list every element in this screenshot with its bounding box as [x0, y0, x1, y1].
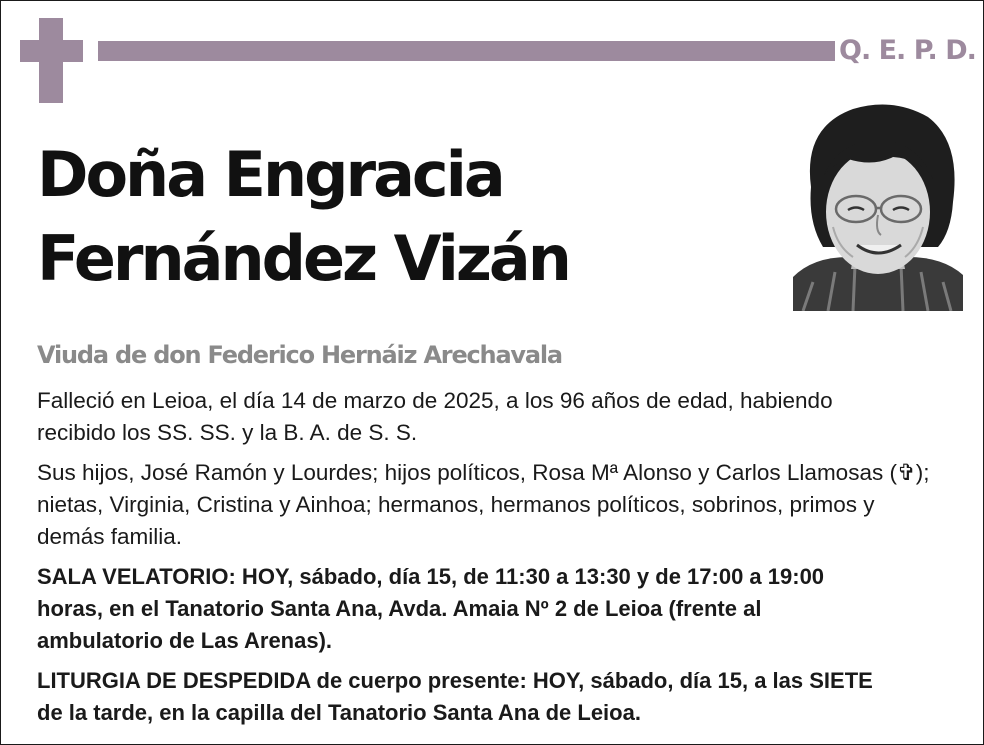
- paragraph-line: Falleció en Leioa, el día 14 de marzo de 2025, a los 96 años de edad, habiendo: [37, 388, 833, 413]
- name-line-1: Doña Engracia: [37, 138, 503, 211]
- qepd-label: Q. E. P. D.: [839, 35, 976, 66]
- family-paragraph: [37, 457, 967, 553]
- subtitle: Viuda de don Federico Hernáiz Arechavala: [37, 341, 562, 369]
- wake-room-paragraph: [37, 561, 967, 657]
- cross-icon: [20, 18, 83, 103]
- paragraph-line: de la tarde, en la capilla del Tanatorio Santa Ana de Leioa.: [37, 700, 641, 725]
- paragraph-line: recibido los SS. SS. y la B. A. de S. S.: [37, 420, 418, 445]
- deceased-name: [37, 133, 757, 301]
- name-line-2: Fernández Vizán: [37, 222, 569, 295]
- paragraph-line: SALA VELATORIO: HOY, sábado, día 15, de 11:30 a 13:30 y de 17:00 a 19:00: [37, 564, 825, 589]
- paragraph-line: demás familia.: [37, 524, 183, 549]
- paragraph-line: LITURGIA DE DESPEDIDA de cuerpo presente: HOY, sábado, día 15, a las SIETE: [37, 668, 873, 693]
- paragraph-line: nietas, Virginia, Cristina y Ainhoa; hermanos, hermanos políticos, sobrinos, primos y: [37, 492, 875, 517]
- header-bar: [98, 41, 835, 61]
- paragraph-line: ambulatorio de Las Arenas).: [37, 628, 333, 653]
- liturgy-paragraph: [37, 665, 967, 729]
- paragraph-line: Sus hijos, José Ramón y Lourdes; hijos políticos, Rosa Mª Alonso y Carlos Llamosas (✞);: [37, 460, 930, 485]
- death-notice-paragraph: [37, 385, 967, 449]
- paragraph-line: horas, en el Tanatorio Santa Ana, Avda. Amaia Nº 2 de Leioa (frente al: [37, 596, 762, 621]
- portrait-photo: [793, 97, 963, 311]
